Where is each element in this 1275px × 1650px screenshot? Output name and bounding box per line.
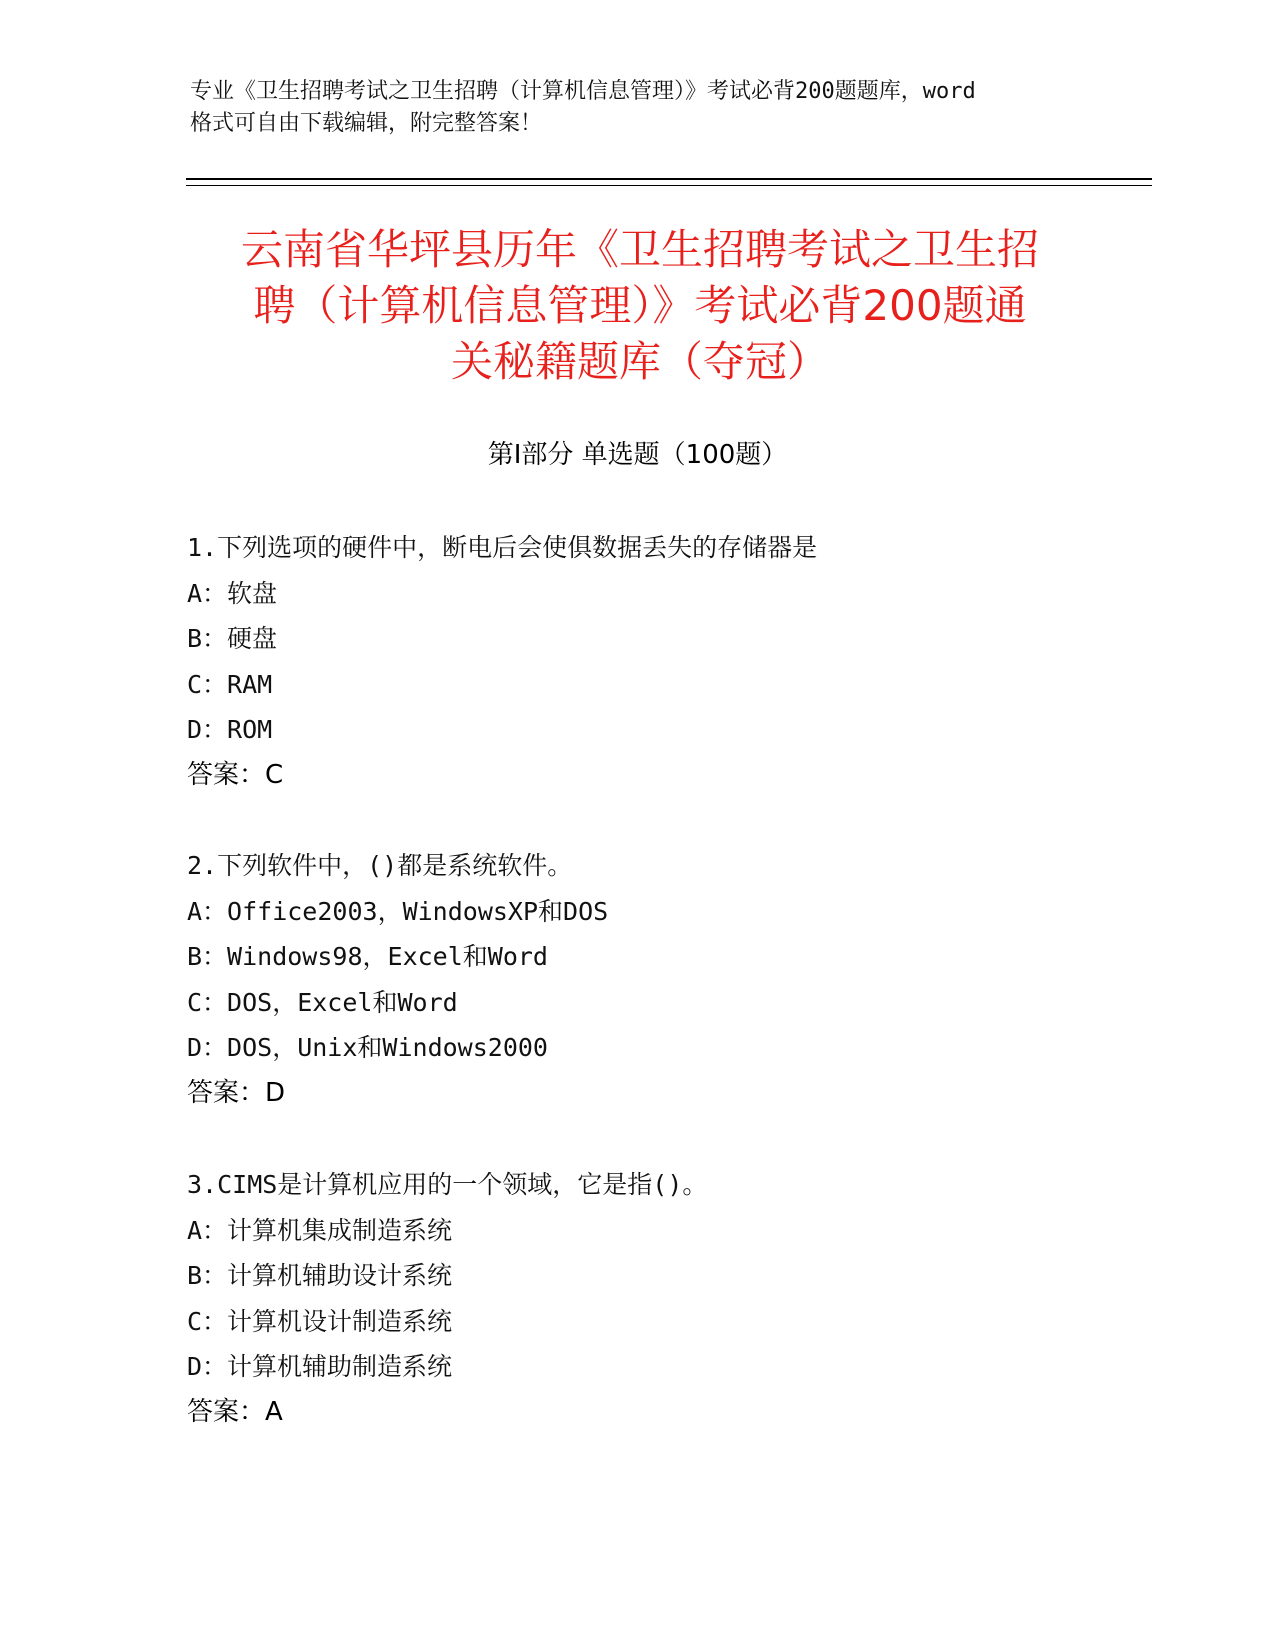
- answer: 答案：D: [187, 1077, 286, 1108]
- header-note: [190, 76, 1090, 140]
- option-b: B：计算机辅助设计系统: [187, 1261, 453, 1290]
- option-d: D：DOS，Unix和Windows2000: [187, 1033, 548, 1062]
- option-a: A：Office2003，WindowsXP和DOS: [187, 896, 609, 926]
- option-a: A：计算机集成制造系统: [187, 1215, 453, 1245]
- option-c: C：RAM: [187, 669, 273, 699]
- question-3: [187, 1162, 1187, 1435]
- question-2: [187, 843, 1187, 1116]
- header-note-line-2: 格式可自由下载编辑，附完整答案！: [190, 111, 543, 136]
- document-title-line-3: 关秘籍题库（夺冠）: [450, 337, 829, 386]
- header-note-line-1: 专业《卫生招聘考试之卫生招聘（计算机信息管理）》考试必背200题题库，word: [190, 79, 976, 104]
- option-d: D：计算机辅助制造系统: [187, 1352, 453, 1381]
- answer: 答案：C: [187, 759, 284, 790]
- question-1: [187, 525, 1187, 798]
- question-stem: 3.CIMS是计算机应用的一个领域，它是指()。: [187, 1170, 708, 1199]
- section-title: 第Ⅰ部分 单选题（100题）: [487, 440, 788, 470]
- header-divider-thick: [186, 178, 1152, 180]
- option-b: B：Windows98，Excel和Word: [187, 942, 548, 971]
- option-b: B：硬盘: [187, 624, 278, 653]
- document-title-line-2: 聘（计算机信息管理）》考试必背200题通: [253, 281, 1027, 330]
- answer: 答案：A: [187, 1396, 283, 1427]
- header-divider-thin: [186, 185, 1152, 186]
- option-c: C：DOS，Excel和Word: [187, 987, 458, 1017]
- document-title-line-1: 云南省华坪县历年《卫生招聘考试之卫生招: [240, 225, 1039, 274]
- option-c: C：计算机设计制造系统: [187, 1306, 453, 1336]
- document-title: [190, 222, 1090, 390]
- question-stem: 2.下列软件中，()都是系统软件。: [187, 851, 573, 880]
- option-d: D：ROM: [187, 715, 273, 744]
- option-a: A：软盘: [187, 578, 278, 608]
- question-stem: 1.下列选项的硬件中，断电后会使俱数据丢失的存储器是: [187, 533, 818, 562]
